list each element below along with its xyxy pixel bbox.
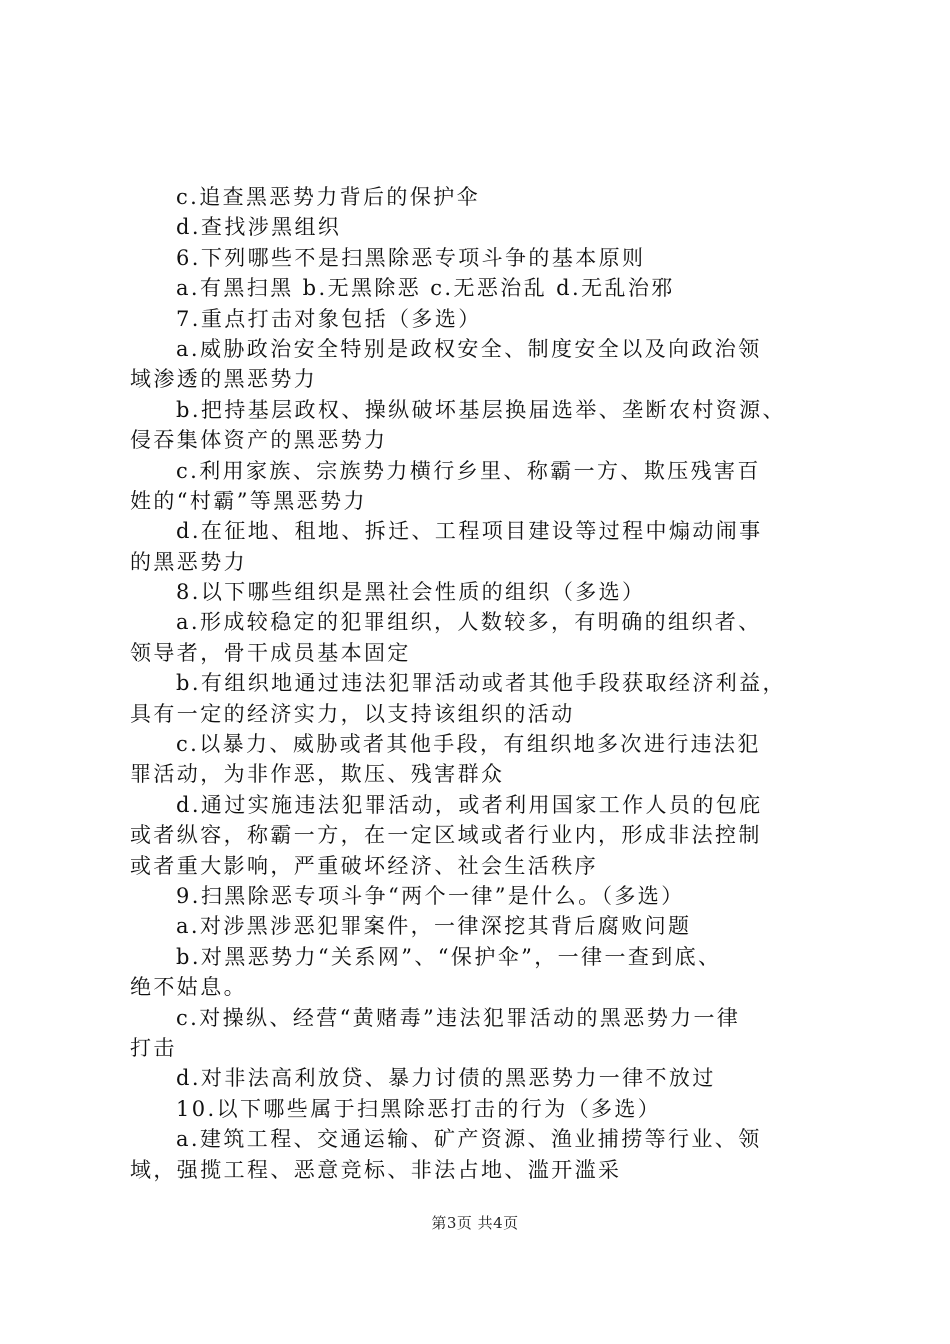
text-line: 侵吞集体资产的黑恶势力 (130, 428, 388, 453)
question-line: 9.扫黑除恶专项斗争“两个一律”是什么。（多选） (176, 883, 685, 908)
question-line: 10.以下哪些属于扫黑除恶打击的行为（多选） (176, 1096, 662, 1121)
document-body (130, 182, 830, 1185)
page-number-footer: 第3页 共4页 (431, 1214, 519, 1232)
text-line: 具有一定的经济实力，以支持该组织的活动 (130, 701, 575, 726)
text-line: d.在征地、租地、拆迁、工程项目建设等过程中煽动闹事 (176, 519, 763, 544)
text-line: 姓的“村霸”等黑恶势力 (130, 488, 367, 513)
text-line: 打击 (130, 1035, 177, 1060)
text-line: 罪活动，为非作恶，欺压、残害群众 (130, 762, 505, 787)
text-line: a.威胁政治安全特别是政权安全、制度安全以及向政治领 (176, 336, 762, 361)
text-line: 域渗透的黑恶势力 (130, 367, 318, 392)
text-line: b.对黑恶势力“关系网”、“保护伞”，一律一查到底、 (176, 944, 722, 969)
question-line: 8.以下哪些组织是黑社会性质的组织（多选） (176, 580, 646, 605)
question-line: 7.重点打击对象包括（多选） (176, 306, 482, 331)
text-line: c.对操纵、经营“黄赌毒”违法犯罪活动的黑恶势力一律 (176, 1005, 741, 1030)
text-line: 的黑恶势力 (130, 549, 247, 574)
text-line: a.有黑扫黑 b.无黑除恶 c.无恶治乱 d.无乱治邪 (176, 276, 675, 301)
question-line: 6.下列哪些不是扫黑除恶专项斗争的基本原则 (176, 245, 646, 270)
text-line: 或者纵容，称霸一方，在一定区域或者行业内，形成非法控制 (130, 823, 762, 848)
text-line: d.通过实施违法犯罪活动，或者利用国家工作人员的包庇 (176, 792, 763, 817)
text-line: a.建筑工程、交通运输、矿产资源、渔业捕捞等行业、领 (176, 1127, 762, 1152)
text-line: b.有组织地通过违法犯罪活动或者其他手段获取经济利益， (176, 671, 786, 696)
text-line: 或者重大影响，严重破坏经济、社会生活秩序 (130, 853, 598, 878)
text-line: 域，强揽工程、恶意竞标、非法占地、滥开滥采 (130, 1157, 622, 1182)
text-line: a.形成较稳定的犯罪组织，人数较多，有明确的组织者、 (176, 610, 762, 635)
text-line: c.追查黑恶势力背后的保护伞 (176, 185, 481, 209)
text-line: a.对涉黑涉恶犯罪案件，一律深挖其背后腐败问题 (176, 914, 692, 939)
text-line: d.对非法高利放贷、暴力讨债的黑恶势力一律不放过 (176, 1066, 716, 1091)
text-line: c.利用家族、宗族势力横行乡里、称霸一方、欺压残害百 (176, 458, 761, 483)
text-line: b.把持基层政权、操纵破坏基层换届选举、垄断农村资源、 (176, 397, 786, 422)
text-line: d.查找涉黑组织 (176, 215, 342, 240)
text-line: 领导者，骨干成员基本固定 (130, 640, 411, 665)
text-line: 绝不姑息。 (130, 975, 247, 1000)
text-line: c.以暴力、威胁或者其他手段，有组织地多次进行违法犯 (176, 732, 761, 757)
